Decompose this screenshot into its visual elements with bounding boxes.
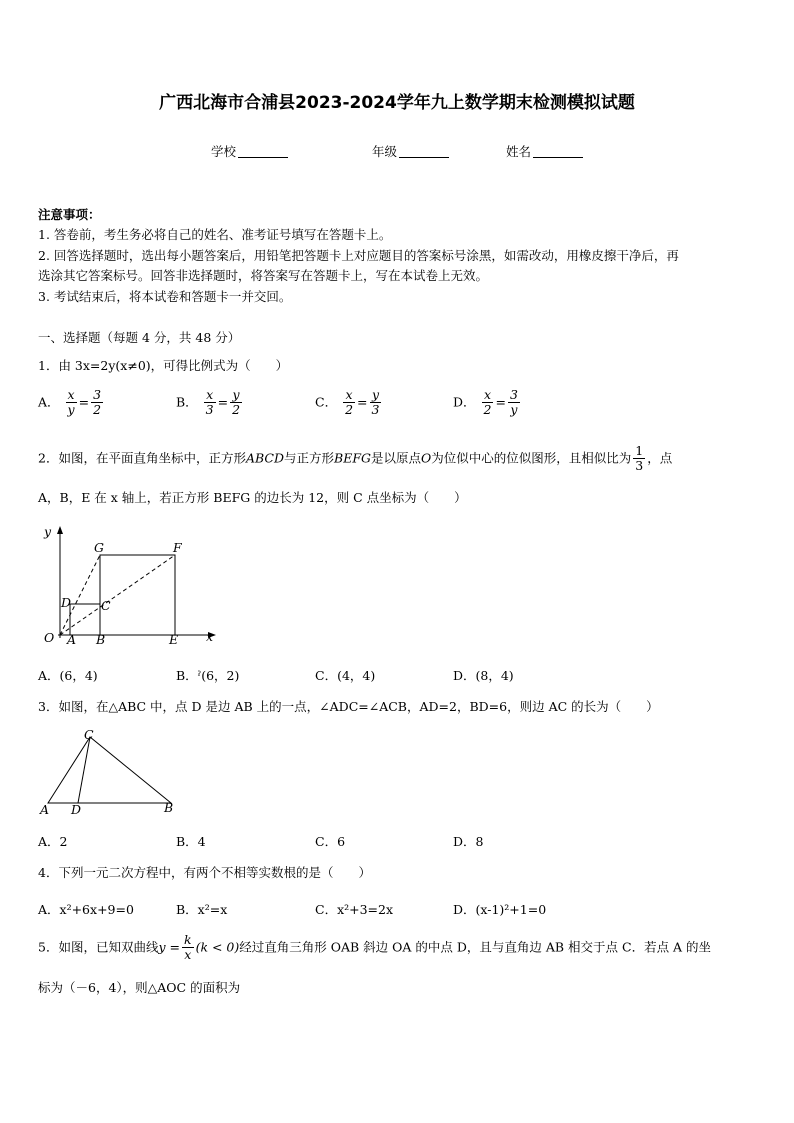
q2-figure	[38, 520, 228, 650]
grade-field	[372, 142, 449, 160]
q5-line1: 5．如图，已知双曲线y = $\frac{k}{x}$ (k < 0)经过直角三角形 OAB 斜边 OA 的中点 D，且与直角边 AB 相交于点 C．若点 A 的坐	[38, 932, 712, 963]
q1-stem: 1．由 3x=2y(x≠0)，可得比例式为（ ）	[38, 358, 289, 373]
notes-heading: 注意事项：	[38, 207, 101, 222]
label-a: A	[40, 802, 50, 817]
grade-label: 年级	[372, 144, 398, 159]
q2-option-a[interactable]: A．(6，4)	[38, 668, 98, 683]
q4-option-b[interactable]: B．x²=x	[176, 902, 228, 917]
label-b: B	[96, 632, 106, 647]
label-g: G	[94, 540, 104, 555]
school-field	[211, 142, 288, 160]
label-d: D	[61, 595, 72, 610]
label-c: C	[101, 598, 111, 613]
q1-option-b[interactable]: B． $\frac{x}{3}$ = $\frac{y}{2}$	[176, 387, 241, 418]
label-o: O	[44, 630, 55, 645]
q2-option-b[interactable]: B．ˀ(6，2)	[176, 668, 240, 683]
section-heading: 一、选择题（每题 4 分，共 48 分）	[38, 330, 241, 345]
name-label: 姓名	[506, 144, 532, 159]
q1-option-a[interactable]: A． $\frac{x}{y}$ = $\frac{3}{2}$	[38, 387, 102, 418]
q5-line2: 标为（－6，4），则△AOC 的面积为	[38, 980, 241, 995]
square-abcd	[70, 604, 100, 635]
q4-stem: 4．下列一元二次方程中，有两个不相等实数根的是（ ）	[38, 865, 371, 880]
note-2b: 选涂其它答案标号。回答非选择题时，将答案写在答题卡上，写在本试卷上无效。	[38, 268, 489, 283]
name-blank[interactable]	[533, 145, 583, 158]
school-blank[interactable]	[238, 145, 288, 158]
q1-option-d[interactable]: D． $\frac{x}{2}$ = $\frac{3}{y}$	[453, 387, 518, 418]
grade-blank[interactable]	[399, 145, 449, 158]
label-x: x	[206, 629, 214, 644]
square-befg	[100, 555, 175, 635]
school-label: 学校	[211, 144, 237, 159]
label-c: C	[84, 727, 94, 742]
q3-option-c[interactable]: C．6	[315, 834, 346, 849]
q3-option-a[interactable]: A．2	[38, 834, 68, 849]
label-d: D	[71, 802, 82, 817]
q3-figure	[38, 725, 188, 817]
q4-option-c[interactable]: C．x²+3=2x	[315, 902, 394, 917]
label-y: y	[44, 524, 52, 539]
label-a: A	[67, 632, 77, 647]
q4-option-d[interactable]: D．(x-1)²+1=0	[453, 902, 547, 917]
page-title: 广西北海市合浦县2023-2024学年九上数学期末检测模拟试题	[159, 93, 635, 113]
q4-option-a[interactable]: A．x²+6x+9=0	[38, 902, 134, 917]
note-3: 3. 考试结束后，将本试卷和答题卡一并交回。	[38, 289, 292, 304]
q2-option-d[interactable]: D．(8，4)	[453, 668, 514, 683]
note-1: 1. 答卷前，考生务必将自己的姓名、准考证号填写在答题卡上。	[38, 227, 392, 242]
q2-line2: A，B，E 在 x 轴上，若正方形 BEFG 的边长为 12，则 C 点坐标为（ ）	[38, 490, 467, 505]
label-f: F	[173, 540, 182, 555]
label-e: E	[169, 632, 179, 647]
line-of	[60, 555, 175, 635]
q3-option-d[interactable]: D．8	[453, 834, 484, 849]
label-b: B	[164, 800, 174, 815]
q3-stem: 3．如图，在△ABC 中，点 D 是边 AB 上的一点，∠ADC=∠ACB，AD=2，BD=6，则边 AC 的长为（ ）	[38, 699, 659, 714]
y-axis-arrow	[57, 526, 63, 534]
q3-option-b[interactable]: B．4	[176, 834, 206, 849]
name-field	[506, 142, 583, 160]
note-2a: 2. 回答选择题时，选出每小题答案后，用铅笔把答题卡上对应题目的答案标号涂黑，如需改动，用橡皮擦干净后，再	[38, 248, 679, 263]
q2-line1: 2．如图，在平面直角坐标中，正方形ABCD与正方形BEFG是以原点O为位似中心的位似图形，且相似比为 $\frac{1}{3}$ ，点	[38, 443, 673, 474]
q1-option-c[interactable]: C． $\frac{x}{2}$ = $\frac{y}{3}$	[315, 387, 380, 418]
q2-option-c[interactable]: C．(4，4)	[315, 668, 376, 683]
triangle-abc	[48, 737, 171, 803]
